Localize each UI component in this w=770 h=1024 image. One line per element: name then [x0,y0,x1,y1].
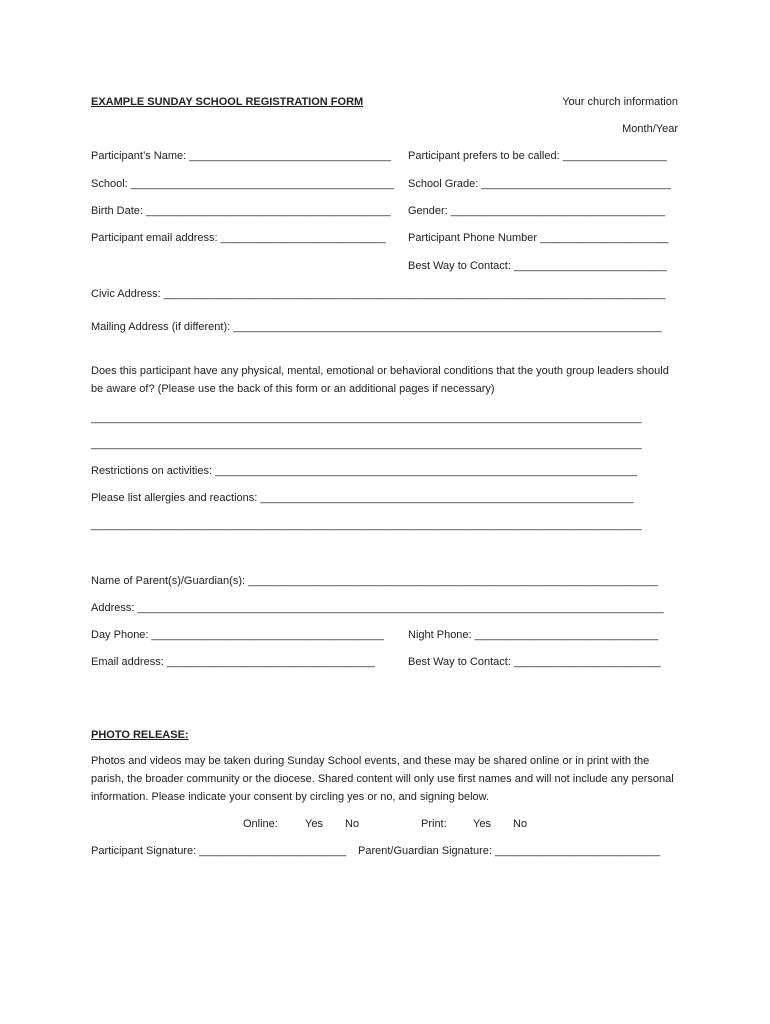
form-title: EXAMPLE SUNDAY SCHOOL REGISTRATION FORM [91,96,364,108]
photo-release-text: Photos and videos may be taken during Sunday School events, and these may be shared online or in print with the parish, the broader community or the diocese. Shared content will only use first names and will not include any personal information. Please indicate your consent by circling yes or no, and signing below. [91,755,674,803]
guardian-email-field[interactable]: Email address: __________________________________ [91,656,375,668]
month-year: Month/Year [622,123,678,135]
guardian-name-field[interactable]: Name of Parent(s)/Guardian(s): ___________________________________________________________________ [91,575,658,587]
print-no-option[interactable]: No [513,818,528,830]
participant-phone-field[interactable]: Participant Phone Number _____________________ [408,232,669,244]
school-field[interactable]: School: ___________________________________________ [91,178,394,190]
participant-email-field[interactable]: Participant email address: ___________________________ [91,232,386,244]
photo-release-heading: PHOTO RELEASE: [91,729,189,741]
participant-name-field[interactable]: Participant’s Name: _________________________________ [91,150,392,162]
conditions-line-2[interactable]: __________________________________________________________________________________________ [91,438,642,450]
allergies-field[interactable]: Please list allergies and reactions: _____________________________________________________________ [91,492,634,504]
print-consent-label: Print: [421,818,447,830]
civic-address-field[interactable]: Civic Address: __________________________________________________________________________________ [91,288,666,300]
participant-preferred-name-field[interactable]: Participant prefers to be called: _________________ [408,150,667,162]
guardian-address-field[interactable]: Address: ______________________________________________________________________________________ [91,602,664,614]
day-phone-field[interactable]: Day Phone: ______________________________________ [91,629,385,641]
allergies-line-2[interactable]: __________________________________________________________________________________________ [91,519,642,531]
gender-field[interactable]: Gender: ___________________________________ [408,205,665,217]
guardian-signature-field[interactable]: Parent/Guardian Signature: ___________________________ [358,845,661,857]
guardian-best-contact-field[interactable]: Best Way to Contact: ________________________ [408,656,661,668]
online-no-option[interactable]: No [345,818,360,830]
school-grade-field[interactable]: School Grade: _______________________________ [408,178,672,190]
conditions-question: Does this participant have any physical, mental, emotional or behavioral conditions that the youth group leaders should be aware of? (Please use the back of this form or an additional pages if necessary) [91,365,669,395]
church-info: Your church information [562,96,678,108]
mailing-address-field[interactable]: Mailing Address (if different): ______________________________________________________________________ [91,321,662,333]
participant-best-contact-field[interactable]: Best Way to Contact: _________________________ [408,260,667,272]
restrictions-field[interactable]: Restrictions on activities: _____________________________________________________________________ [91,465,638,477]
conditions-line-1[interactable]: __________________________________________________________________________________________ [91,412,642,424]
print-yes-option[interactable]: Yes [473,818,491,830]
birth-date-field[interactable]: Birth Date: ________________________________________ [91,205,391,217]
online-yes-option[interactable]: Yes [305,818,323,830]
night-phone-field[interactable]: Night Phone: ______________________________ [408,629,659,641]
participant-signature-field[interactable]: Participant Signature: ________________________ [91,845,347,857]
online-consent-label: Online: [243,818,278,830]
